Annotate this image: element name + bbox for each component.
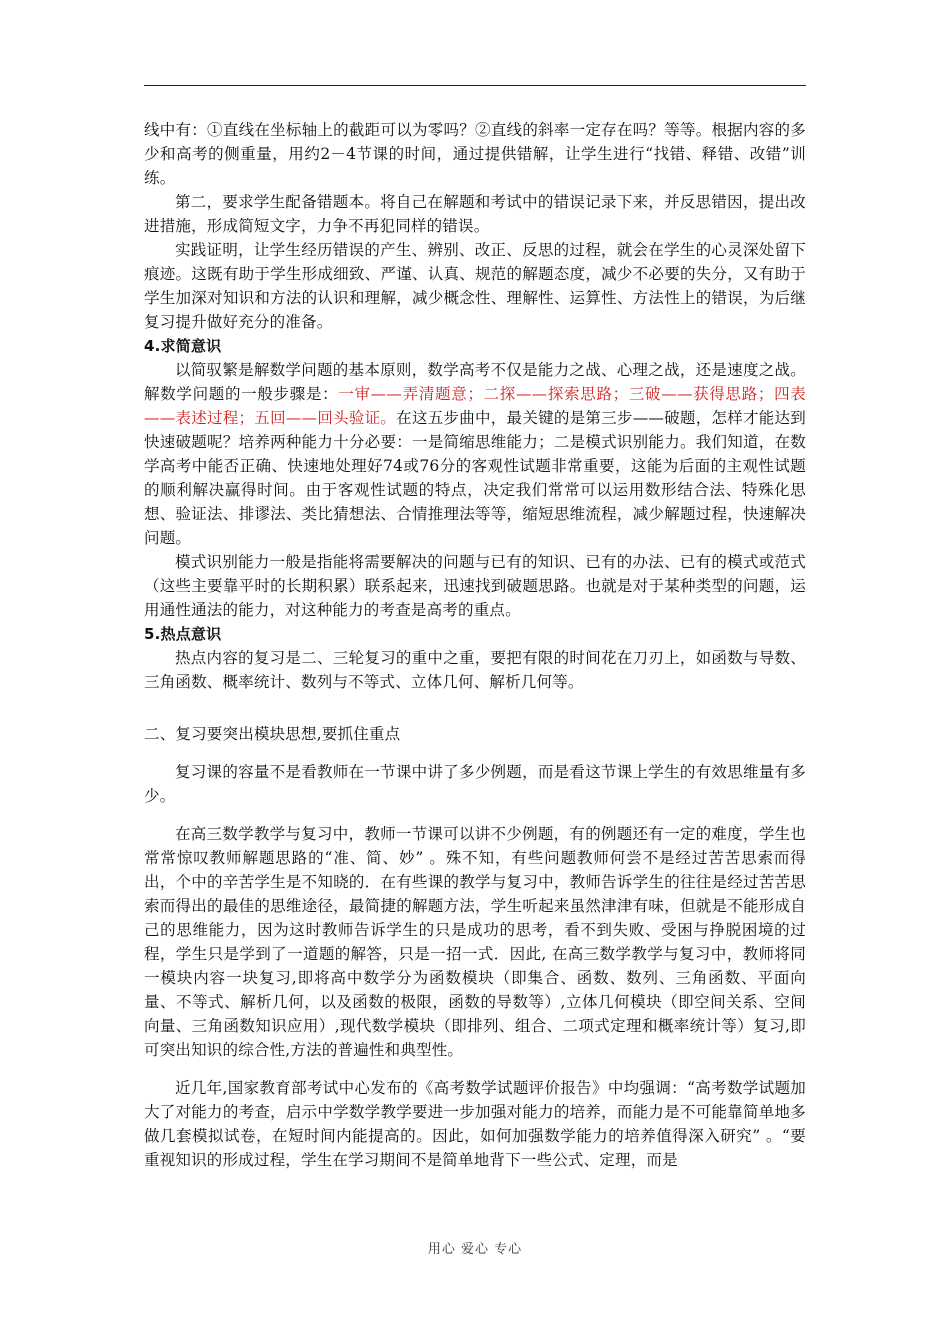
paragraph-error-notebook: 第二，要求学生配备错题本。将自己在解题和考试中的错误记录下来，并反思错因，提出改进措施，形成简短文字，力争不再犯同样的错误。	[144, 193, 806, 235]
page-footer: 用心 爱心 专心	[427, 1242, 523, 1257]
heading-hotspot-awareness: 5.热点意识	[144, 625, 222, 643]
paragraph-class-capacity: 复习课的容量不是看教师在一节课中讲了多少例题，而是看这节课上学生的有效思维量有多少。	[144, 763, 806, 805]
paragraph-simplicity-intro: 以简驭繁是解数学问题的基本原则，数学高考不仅是能力之战、心理之战，还是速度之战。解数学问题的一般步骤是：	[144, 361, 806, 403]
header-divider	[144, 85, 806, 86]
paragraph-exam-report: 近几年,国家教育部考试中心发布的《高考数学试题评价报告》中均强调：“高考数学试题加大了对能力的考查，启示中学数学教学要进一步加强对能力的培养，而能力是不可能靠简单地多做几套模拟试卷，在短时间内能提高的。因此，如何加强数学能力的培养值得深入研究” 。“要重视知识的形成过程，学生在学习期间不是简单地背下一些公式、定理，而是	[144, 1079, 806, 1169]
section-title-module-thinking: 二、复习要突出模块思想,要抓住重点	[144, 725, 401, 743]
five-steps-highlight: 一审——弄清题意；二探——探索思路；三破——获得思路；四表——表述过程；五回——回头验证。	[144, 385, 806, 427]
paragraph-practice-proves: 实践证明，让学生经历错误的产生、辨别、改正、反思的过程，就会在学生的心灵深处留下痕迹。这既有助于学生形成细致、严谨、认真、规范的解题态度，减少不必要的失分，又有助于学生加深对知识和方法的认识和理解，减少概念性、理解性、运算性、方法性上的错误，为后继复习提升做好充分的准备。	[144, 241, 806, 331]
heading-simplicity-awareness: 4.求简意识	[144, 337, 222, 355]
paragraph-module-review: 在高三数学教学与复习中，教师一节课可以讲不少例题，有的例题还有一定的难度，学生也常常惊叹教师解题思路的“准、简、妙” 。殊不知，有些问题教师何尝不是经过苦苦思索而得出，个中的辛苦学生是不知晓的．在有些课的教学与复习中，教师告诉学生的往往是经过苦苦思索而得出的最佳的思维途径，最简捷的解题方法，学生听起来虽然津津有味，但就是不能形成自己的思维能力，因为这时教师告诉学生的只是成功的思考，看不到失败、受困与挣脱困境的过程，学生只是学到了一道题的解答，只是一招一式．因此, 在高三数学教学与复习中，教师将同一模块内容一块复习,即将高中数学分为函数模块（即集合、函数、数列、三角函数、平面向量、不等式、解析几何，以及函数的极限，函数的导数等）,立体几何模块（即空间关系、空间向量、三角函数知识应用）,现代数学模块（即排列、组合、二项式定理和概率统计等）复习,即可突出知识的综合性,方法的普遍性和典型性。	[144, 825, 806, 1059]
paragraph-pattern-recognition: 模式识别能力一般是指能将需要解决的问题与已有的知识、已有的办法、已有的模式或范式（这些主要靠平时的长期积累）联系起来，迅速找到破题思路。也就是对于某种类型的问题，运用通性通法的能力，对这种能力的考查是高考的重点。	[144, 553, 806, 619]
paragraph-hotspot: 热点内容的复习是二、三轮复习的重中之重，要把有限的时间花在刀刃上，如函数与导数、三角函数、概率统计、数列与不等式、立体几何、解析几何等。	[144, 649, 806, 691]
document-body	[144, 118, 806, 1172]
paragraph-simplicity-rest: 在这五步曲中，最关键的是第三步——破题，怎样才能达到快速破题呢？培养两种能力十分必要：一是简缩思维能力；二是模式识别能力。我们知道，在数学高考中能否正确、快速地处理好74或76分的客观性试题非常重要，这能为后面的主观性试题的顺利解决赢得时间。由于客观性试题的特点，决定我们常常可以运用数形结合法、特殊化思想、验证法、排谬法、类比猜想法、合情推理法等等，缩短思维流程，减少解题过程，快速解决问题。	[144, 409, 807, 547]
paragraph-error-examples: 线中有：①直线在坐标轴上的截距可以为零吗？②直线的斜率一定存在吗？等等。根据内容的多少和高考的侧重量，用约2－4节课的时间，通过提供错解，让学生进行“找错、释错、改错”训练。	[144, 121, 806, 187]
paragraph-simplicity	[144, 358, 806, 550]
